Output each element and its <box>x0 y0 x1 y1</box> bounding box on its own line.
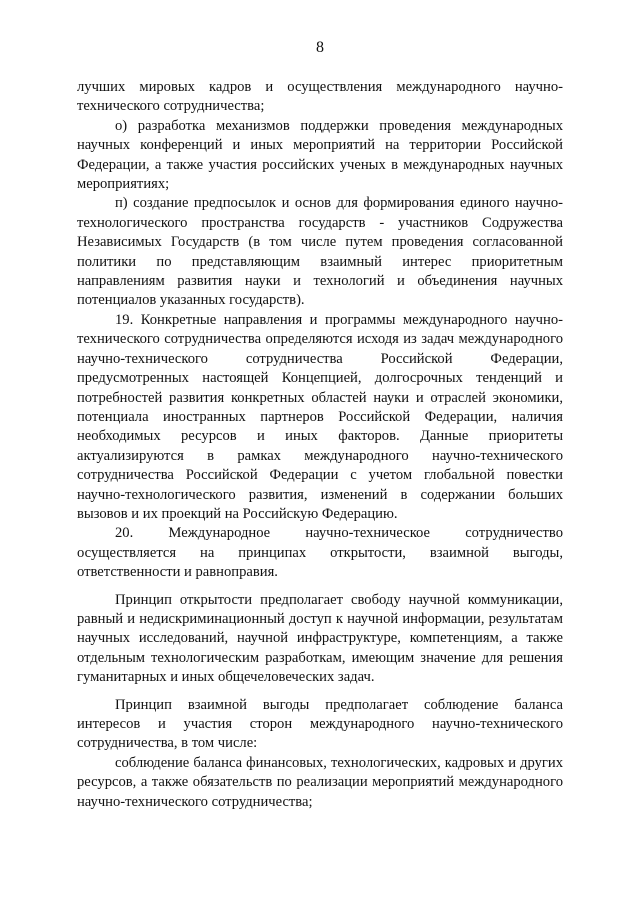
paragraph-item-p: п) создание предпосылок и основ для формирования единого научно-технологического пространства государств - участников Содружества Независимых Государств (в том числе путем проведения согласованной политики по представляющим взаимный интерес приоритетным направлениям развития науки и технологий и объединения научных потенциалов указанных государств). <box>77 195 563 309</box>
paragraph-20: 20. Международное научно-техническое сотрудничество осуществляется на принципах открытости, взаимной выгоды, ответственности и равноправия. <box>77 525 563 581</box>
paragraph-mutual-benefit-principle: Принцип взаимной выгоды предполагает соблюдение баланса интересов и участия сторон международного научно-технического сотрудничества, в том числе: <box>77 696 563 752</box>
paragraph-openness-principle: Принцип открытости предполагает свободу научной коммуникации, равный и недискриминационный доступ к научной информации, результатам научных исследований, научной инфраструктуре, компетенциям, а также отдельным технологическим разработкам, имеющим значение для решения гуманитарных и иных общечеловеческих задач. <box>77 591 563 686</box>
paragraph-19: 19. Конкретные направления и программы международного научно-технического сотрудничества определяются исходя из задач международного научно-технического сотрудничества Российской Федерации, предусмотренных настоящей Концепцией, долгосрочных тенденций и потребностей развития конкретных областей науки и отраслей экономики, потенциала иностранных партнеров Российской Федерации, наличия необходимых ресурсов и иных факторов. Данные приоритеты актуализируются в рамках международного научно-технического сотрудничества Российской Федерации с учетом глобальной повестки научно-технологического развития, изменений в содержании больших вызовов и их проекций на Российскую Федерацию. <box>77 311 563 522</box>
document-body <box>77 78 563 812</box>
paragraph-item-o: о) разработка механизмов поддержки проведения международных научных конференций и иных мероприятий на территории Российской Федерации, а также участия российских ученых в международных научных мероприятиях; <box>77 117 563 193</box>
paragraph-balance-of-resources: соблюдение баланса финансовых, технологических, кадровых и других ресурсов, а также обязательств по реализации мероприятий международного научно-технического сотрудничества; <box>77 754 563 810</box>
paragraph-continuation: лучших мировых кадров и осуществления международного научно-технического сотрудничества; <box>77 79 563 115</box>
page-number: 8 <box>316 39 324 56</box>
